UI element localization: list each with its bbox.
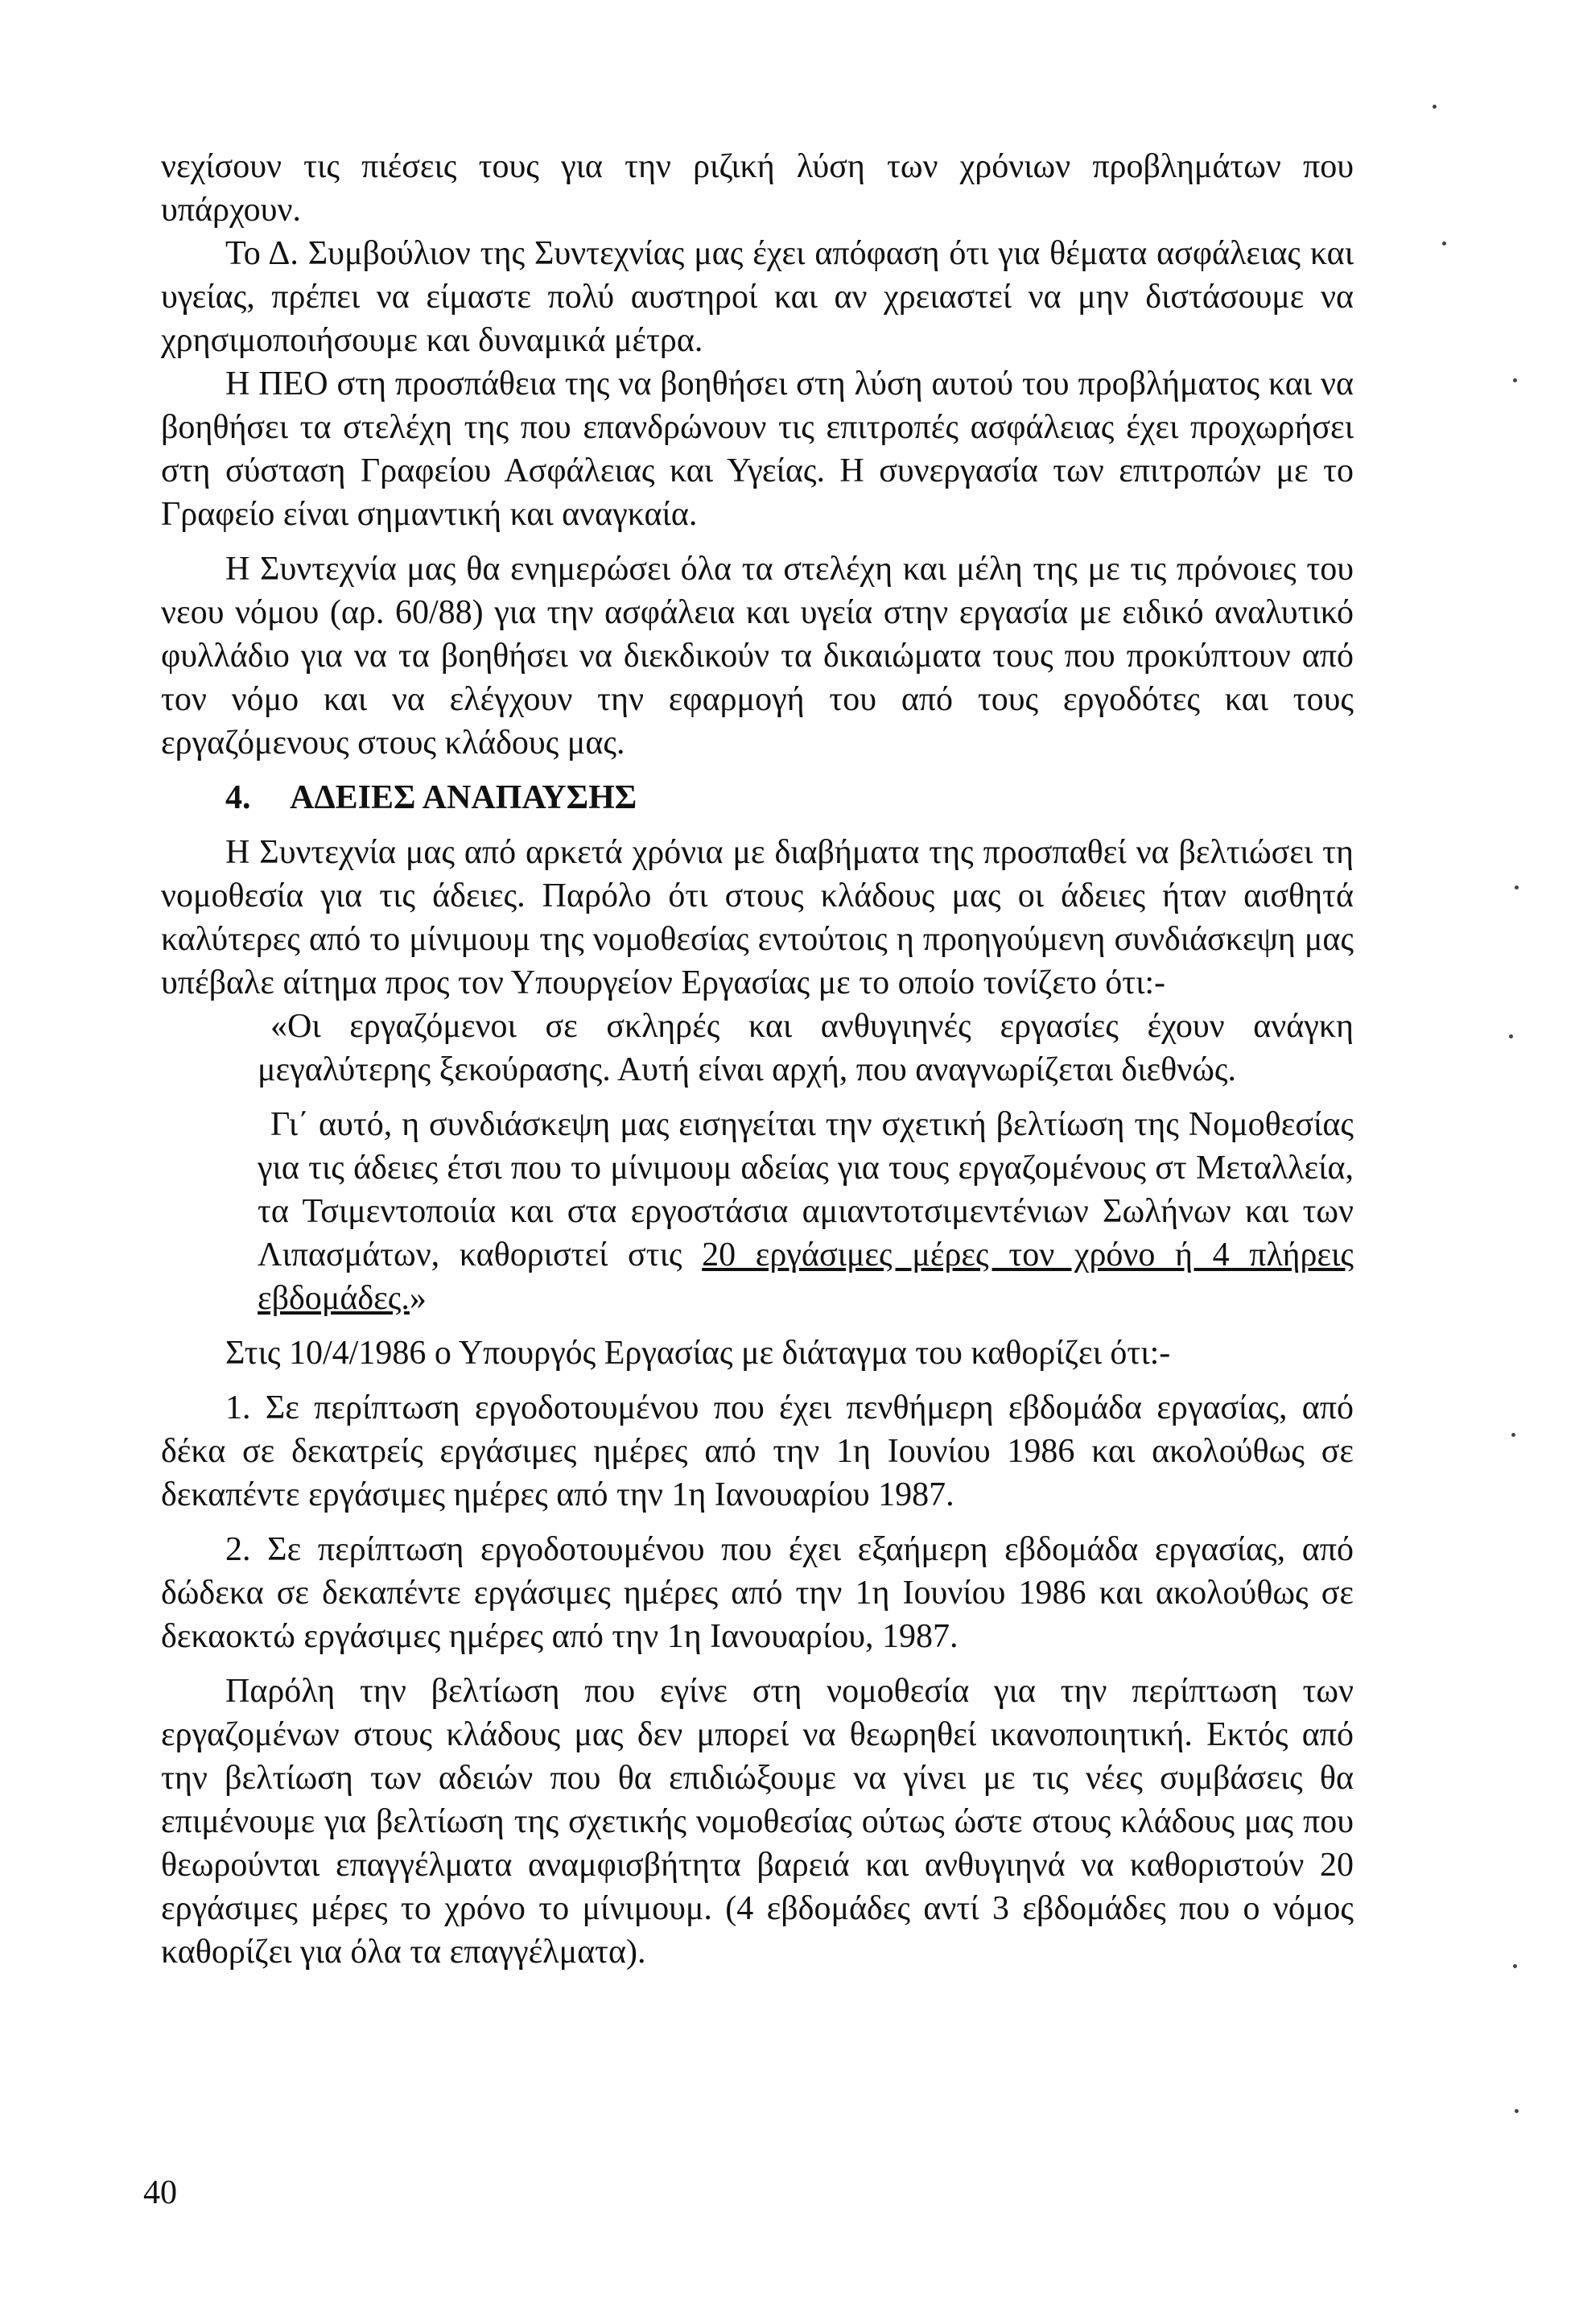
section-number: 4.	[225, 779, 251, 816]
scan-speck	[1442, 241, 1446, 246]
paragraph-peo-office: Η ΠΕΟ στη προσπάθεια της να βοηθήσει στη λύση αυτού του προβλήματος και να βοηθήσει τα στελέχη της που επανδρώνουν τις επιτροπές ασφάλειας έχει προχωρήσει στη σύσταση Γραφείου Ασφάλειας και Υγείας. Η συνεργασία των επιτροπών με το Γραφείο είναι σημαντική και αναγκαία.	[161, 365, 1354, 533]
list-item	[161, 1386, 1354, 1517]
list-item-number: 1.	[225, 1389, 251, 1426]
quote-paragraph-1: «Οι εργαζόμενοι σε σκληρές και ανθυγιηνές εργασίες έχουν ανάγκη μεγαλύτερης ξεκούρασης. Αυτή είναι αρχή, που αναγνωρίζεται διεθνώς.	[258, 1008, 1354, 1088]
scan-speck	[1511, 1433, 1515, 1437]
section-heading	[225, 776, 1354, 819]
scan-speck	[1515, 885, 1519, 890]
paragraph-new-law: Η Συντεχνία μας θα ενημερώσει όλα τα στελέχη και μέλη της με τις πρόνοιες του νεου νόμου (αρ. 60/88) για την ασφάλεια και υγεία στην εργασία με ειδικό αναλυτικό φυλλάδιο για να τα βοηθήσει να διεκδικούν τα δικαιώματα τους που προκύπτουν από τον νόμο και να ελέγχουν την εφαρμογή του από τους εργοδότες και τους εργαζόμενους στους κλάδους μας.	[161, 551, 1354, 762]
paragraph-decree-intro: Στις 10/4/1986 ο Υπουργός Εργασίας με διάταγμα του καθορίζει ότι:-	[225, 1335, 1171, 1372]
quote-underlined-text: 20 εργάσιμες μέρες τον χρόνο ή 4 πλήρεις εβδομάδες.	[258, 1236, 1354, 1317]
list-item-number: 2.	[225, 1531, 251, 1568]
paragraph-leave-history: Η Συντεχνία μας από αρκετά χρόνια με διαβήματα της προσπαθεί να βελτιώσει τη νομοθεσία για τις άδειες. Παρόλο ότι στους κλάδους μας οι άδειες ήταν αισθητά καλύτερες από το μίνιμουμ της νομοθεσίας εντούτοις η προηγούμενη συνδιάσκεψη μας υπέβαλε αίτημα προς τον Υπουργείον Εργασίας με το οποίο τονίζετο ότι:-	[161, 834, 1354, 1001]
list-item-text: Σε περίπτωση εργοδοτουμένου που έχει πενθήμερη εβδομάδα εργασίας, από δέκα σε δεκατρείς εργάσιμες ημέρες από την 1η Ιουνίου 1986 και ακολούθως σε δεκαπέντε εργάσιμες ημέρες από την 1η Ιανουαρίου 1987.	[161, 1389, 1354, 1513]
quote-paragraph-2	[258, 1103, 1354, 1320]
paragraph-board-decision: Το Δ. Συμβούλιον της Συντεχνίας μας έχει απόφαση ότι για θέματα ασφάλειας και υγείας, πρέπει να είμαστε πολύ αυστηροί και αν χρειαστεί να μην διστάσουμε να χρησιμοποιήσουμε και δυναμικά μέτρα.	[161, 235, 1354, 359]
quote-close: »	[409, 1280, 427, 1317]
list-item	[161, 1528, 1354, 1658]
list-item-text: Σε περίπτωση εργοδοτουμένου που έχει εξαήμερη εβδομάδα εργασίας, από δώδεκα σε δεκαπέντε εργάσιμες ημέρες από την 1η Ιουνίου 1986 και ακολούθως σε δεκαοκτώ εργάσιμες ημέρες από την 1η Ιανουαρίου, 1987.	[161, 1531, 1354, 1655]
scan-speck	[1513, 378, 1517, 382]
quote-text: Γι΄ αυτό, η συνδιάσκεψη μας εισηγείται την σχετική βελτίωση της Νομοθεσίας για τις άδειες έτσι που το μίνιμουμ αδείας για τους εργαζομένους στ Μεταλλεία, τα Τσιμεντοποιία και στα εργοστάσια αμιαντοτσιμεντένιων Σωλήνων και των Λιπασμάτων, καθοριστεί στις	[258, 1106, 1354, 1273]
scan-speck	[1513, 1964, 1517, 1968]
scan-speck	[1433, 105, 1437, 109]
scan-speck	[1515, 2109, 1519, 2113]
page-number: 40	[143, 2174, 177, 2211]
section-title: ΑΔΕΙΕΣ ΑΝΑΠΑΥΣΗΣ	[290, 779, 637, 816]
page-body	[161, 145, 1354, 1974]
scan-speck	[1509, 1034, 1513, 1038]
paragraph-conclusion: Παρόλη την βελτίωση που εγίνε στη νομοθεσία για την περίπτωση των εργαζομένων στους κλάδους μας δεν μπορεί να θεωρηθεί ικανοποιητική. Εκτός από την βελτίωση των αδειών που θα επιδιώξουμε να γίνει με τις νέες συμβάσεις θα επιμένουμε για βελτίωση της σχετικής νομοθεσίας ούτως ώστε στους κλάδους μας που θεωρούνται επαγγέλματα αναμφισβήτητα βαρειά και ανθυγιηνά να καθοριστούν 20 εργάσιμες μέρες το χρόνο το μίνιμουμ. (4 εβδομάδες αντί 3 εβδομάδες που ο νόμος καθορίζει για όλα τα επαγγέλματα).	[161, 1673, 1354, 1971]
quoted-resolution	[258, 1005, 1354, 1320]
paragraph-continuation: νεχίσουν τις πιέσεις τους για την ριζική λύση των χρόνιων προβλημάτων που υπάρχουν.	[161, 148, 1354, 229]
